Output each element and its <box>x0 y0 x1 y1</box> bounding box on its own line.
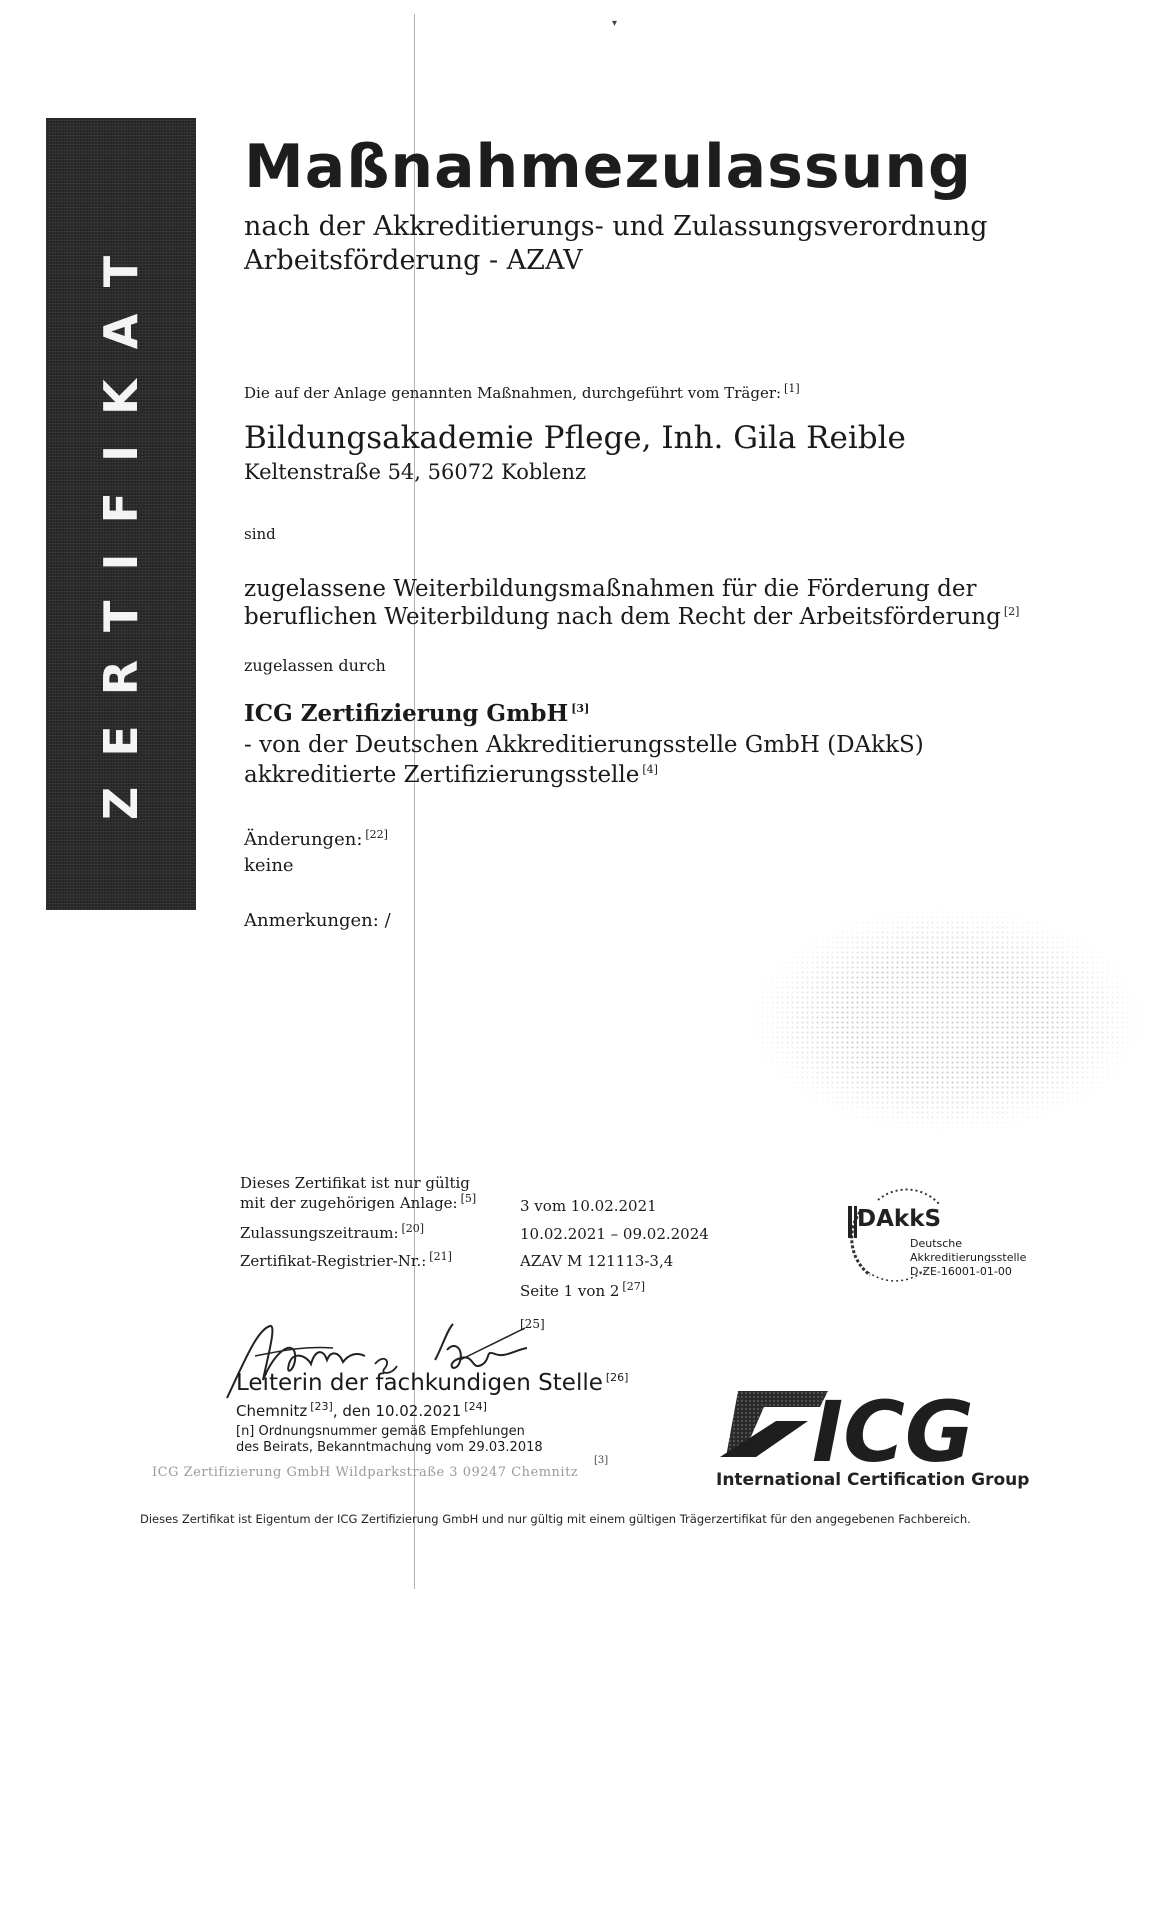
registry-label <box>240 1250 452 1270</box>
provider-intro-ref: [1] <box>784 382 800 395</box>
place-text: Chemnitz <box>236 1402 308 1420</box>
footnote-line-1: [n] Ordnungsnummer gemäß Empfehlungen <box>236 1424 525 1439</box>
subtitle-line-1: nach der Akkreditierungs- und Zulassungsverordnung <box>244 211 988 242</box>
changes-value: keine <box>244 855 294 876</box>
accreditation-line-1: - von der Deutschen Akkreditierungsstelle GmbH (DAkkS) <box>244 732 924 758</box>
icg-tagline: International Certification Group <box>716 1470 1030 1490</box>
page-number <box>520 1280 645 1300</box>
connector-zugelassen: zugelassen durch <box>244 656 386 675</box>
measures-ref: [2] <box>1003 605 1020 619</box>
period-ref: [20] <box>401 1222 425 1235</box>
scan-mark: ▾ <box>612 18 618 29</box>
zertifikat-band <box>46 118 196 910</box>
signature-ref: [25] <box>520 1317 545 1331</box>
measures-line-2-text: beruflichen Weiterbildung nach dem Recht der Arbeitsförderung <box>244 604 1001 630</box>
signatory-title-text: Leiterin der fachkundigen Stelle <box>236 1370 603 1396</box>
date-ref: [24] <box>464 1400 487 1413</box>
provider-address: Keltenstraße 54, 56072 Koblenz <box>244 460 587 484</box>
validity-label-2-text: mit der zugehörigen Anlage: <box>240 1194 458 1212</box>
page-number-text: Seite 1 von 2 <box>520 1282 620 1300</box>
period-label <box>240 1222 424 1242</box>
date-text: , den 10.02.2021 <box>332 1402 462 1420</box>
registry-label-text: Zertifikat-Registrier-Nr.: <box>240 1252 427 1270</box>
company-address-line: ICG Zertifizierung GmbH Wildparkstraße 3 09247 Chemnitz <box>152 1465 579 1480</box>
disclaimer: Dieses Zertifikat ist Eigentum der ICG Zertifizierung GmbH und nur gültig mit einem gültigen Trägerzertifikat für den angegebenen Fachbereich. <box>140 1512 971 1526</box>
company-ref: [3] <box>594 1455 609 1466</box>
connector-sind: sind <box>244 525 276 543</box>
certifier-name-text: ICG Zertifizierung GmbH <box>244 700 569 727</box>
provider-name: Bildungsakademie Pflege, Inh. Gila Reible <box>244 420 906 456</box>
band-label: ZERTIFIKAT <box>94 225 148 821</box>
accreditation-ref: [4] <box>642 763 658 777</box>
registry-value: AZAV M 121113-3,4 <box>520 1252 674 1270</box>
measures-line-2 <box>244 604 1019 630</box>
dakks-id: D-ZE-16001-01-00 <box>910 1265 1012 1278</box>
period-value: 10.02.2021 – 09.02.2024 <box>520 1225 709 1243</box>
dot-pattern-decoration <box>705 850 1145 1190</box>
certifier-name-ref: [3] <box>571 702 590 716</box>
provider-intro <box>244 382 800 402</box>
icg-logo-text: ICG <box>812 1383 974 1481</box>
provider-intro-text: Die auf der Anlage genannten Maßnahmen, durchgeführt vom Träger: <box>244 384 782 402</box>
certifier-name <box>244 700 589 727</box>
remarks-label: Anmerkungen: / <box>244 910 391 931</box>
footnote-line-2: des Beirats, Bekanntmachung vom 29.03.2018 <box>236 1440 543 1455</box>
dakks-name: DAkkS <box>857 1206 942 1232</box>
signatory-title <box>236 1370 628 1396</box>
page-ref: [27] <box>622 1280 646 1293</box>
signatory-ref: [26] <box>605 1371 629 1385</box>
changes-label-text: Änderungen: <box>244 829 363 850</box>
validity-label-2 <box>240 1192 476 1212</box>
icg-logo-icon <box>712 1383 1042 1483</box>
changes-ref: [22] <box>365 828 388 841</box>
place-ref: [23] <box>310 1400 333 1413</box>
page-title: Maßnahmezulassung <box>244 132 972 202</box>
measures-line-1: zugelassene Weiterbildungsmaßnahmen für die Förderung der <box>244 576 977 602</box>
validity-value: 3 vom 10.02.2021 <box>520 1197 657 1215</box>
accreditation-line-2-text: akkreditierte Zertifizierungsstelle <box>244 762 640 788</box>
accreditation-line-2 <box>244 762 658 788</box>
changes-label <box>244 828 388 850</box>
registry-ref: [21] <box>429 1250 452 1263</box>
subtitle-line-2: Arbeitsförderung - AZAV <box>244 245 583 276</box>
dakks-subtitle-1: Deutsche <box>910 1237 963 1250</box>
validity-label-1: Dieses Zertifikat ist nur gültig <box>240 1174 470 1192</box>
validity-ref: [5] <box>460 1192 477 1205</box>
place-date <box>236 1400 487 1420</box>
dakks-subtitle-2: Akkreditierungsstelle <box>910 1251 1027 1264</box>
period-label-text: Zulassungszeitraum: <box>240 1224 399 1242</box>
